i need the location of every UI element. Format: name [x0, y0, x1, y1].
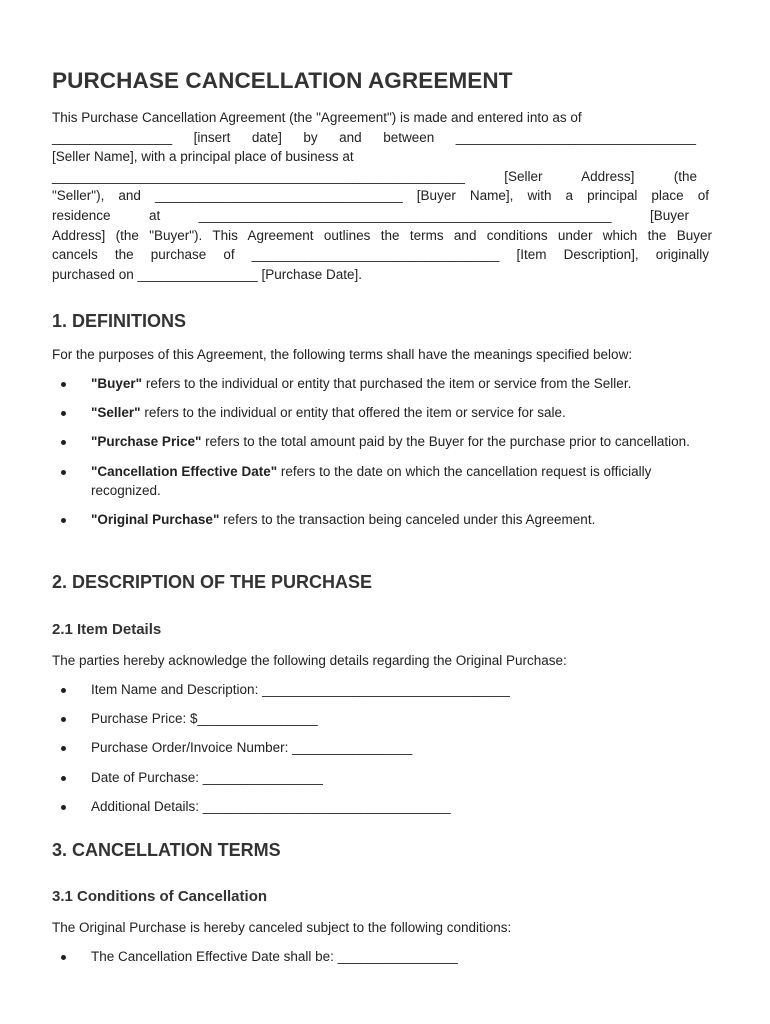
item-detail	[52, 709, 722, 729]
intro-line: This Purchase Cancellation Agreement (the "Agreement") is made and entered into as of	[52, 110, 582, 125]
bullet-icon	[61, 411, 66, 416]
intro-line: cancels the purchase of _________________________________ [Item Description], originally	[52, 247, 709, 263]
definition-term: "Purchase Price"	[91, 434, 202, 450]
bullet-icon	[61, 805, 66, 810]
intro-line: purchased on ________________ [Purchase Date].	[52, 266, 362, 282]
definition-text: refers to the individual or entity that purchased the item or service from the Seller.	[142, 376, 632, 391]
section-heading-description: 2. DESCRIPTION OF THE PURCHASE	[52, 572, 373, 592]
definition-term: "Buyer"	[91, 376, 143, 391]
definitions-list	[52, 374, 722, 530]
section-heading-cancellation: 3. CANCELLATION TERMS	[52, 840, 281, 860]
intro-line: "Seller"), and _________________________________ [Buyer Name], with a principal place of	[52, 188, 709, 204]
definition-term: "Cancellation Effective Date"	[91, 463, 278, 479]
item-detail	[52, 768, 722, 788]
description-lead: The parties hereby acknowledge the following details regarding the Original Purchase:	[52, 653, 567, 668]
bullet-icon	[61, 746, 66, 751]
item-detail	[52, 738, 722, 758]
intro-line: Address] (the "Buyer"). This Agreement outlines the terms and conditions under which the Buyer	[52, 227, 712, 243]
intro-line: _______________________________________________________ [Seller Address] (the	[52, 168, 697, 184]
intro-paragraph	[52, 108, 722, 284]
document-title: PURCHASE CANCELLATION AGREEMENT	[52, 68, 513, 93]
bullet-icon	[61, 688, 66, 693]
condition-item	[52, 947, 722, 967]
document-page	[52, 68, 722, 964]
bullet-icon	[61, 382, 66, 387]
item-detail-text: Purchase Price: $________________	[91, 711, 318, 727]
bullet-icon	[61, 440, 66, 445]
definition-text: refers to the total amount paid by the Buyer for the purchase prior to cancellation.	[201, 434, 690, 450]
intro-line: ________________ [insert date] by and between ________________________________	[52, 129, 696, 145]
item-details-list	[52, 680, 722, 816]
item-detail-text: Additional Details: _________________________________	[91, 798, 451, 814]
cancellation-lead: The Original Purchase is hereby canceled subject to the following conditions:	[52, 920, 512, 935]
definition-term: "Original Purchase"	[91, 512, 220, 528]
definition-item	[52, 510, 722, 530]
bullet-icon	[61, 955, 66, 960]
bullet-icon	[61, 717, 66, 722]
definition-text: refers to the individual or entity that offered the item or service for sale.	[140, 405, 566, 421]
definition-item	[52, 403, 722, 423]
item-detail-text: Date of Purchase: ________________	[91, 769, 323, 785]
subsection-heading-conditions: 3.1 Conditions of Cancellation	[52, 888, 268, 905]
definition-item	[52, 462, 722, 501]
bullet-icon	[61, 470, 66, 475]
intro-line: residence at _______________________________________________________ [Buyer	[52, 207, 689, 223]
definition-item	[52, 374, 722, 394]
item-detail-text: Item Name and Description: _________________________________	[91, 682, 510, 697]
item-detail	[52, 680, 722, 700]
item-detail	[52, 797, 722, 817]
item-detail-text: Purchase Order/Invoice Number: ________________	[91, 740, 413, 756]
definition-text: refers to the date on which the cancellation request is officially recognized.	[91, 463, 652, 499]
definition-term: "Seller"	[91, 405, 141, 421]
subsection-heading-item-details: 2.1 Item Details	[52, 621, 162, 638]
definition-text: refers to the transaction being canceled under this Agreement.	[219, 512, 596, 528]
cancellation-conditions-list	[52, 947, 722, 967]
definition-item	[52, 432, 722, 452]
intro-line: [Seller Name], with a principal place of business at	[52, 149, 354, 165]
section-heading-definitions: 1. DEFINITIONS	[52, 311, 187, 331]
condition-text: The Cancellation Effective Date shall be: ________________	[91, 949, 458, 964]
bullet-icon	[61, 518, 66, 523]
bullet-icon	[61, 776, 66, 781]
definitions-lead: For the purposes of this Agreement, the following terms shall have the meanings specified below:	[52, 347, 633, 362]
